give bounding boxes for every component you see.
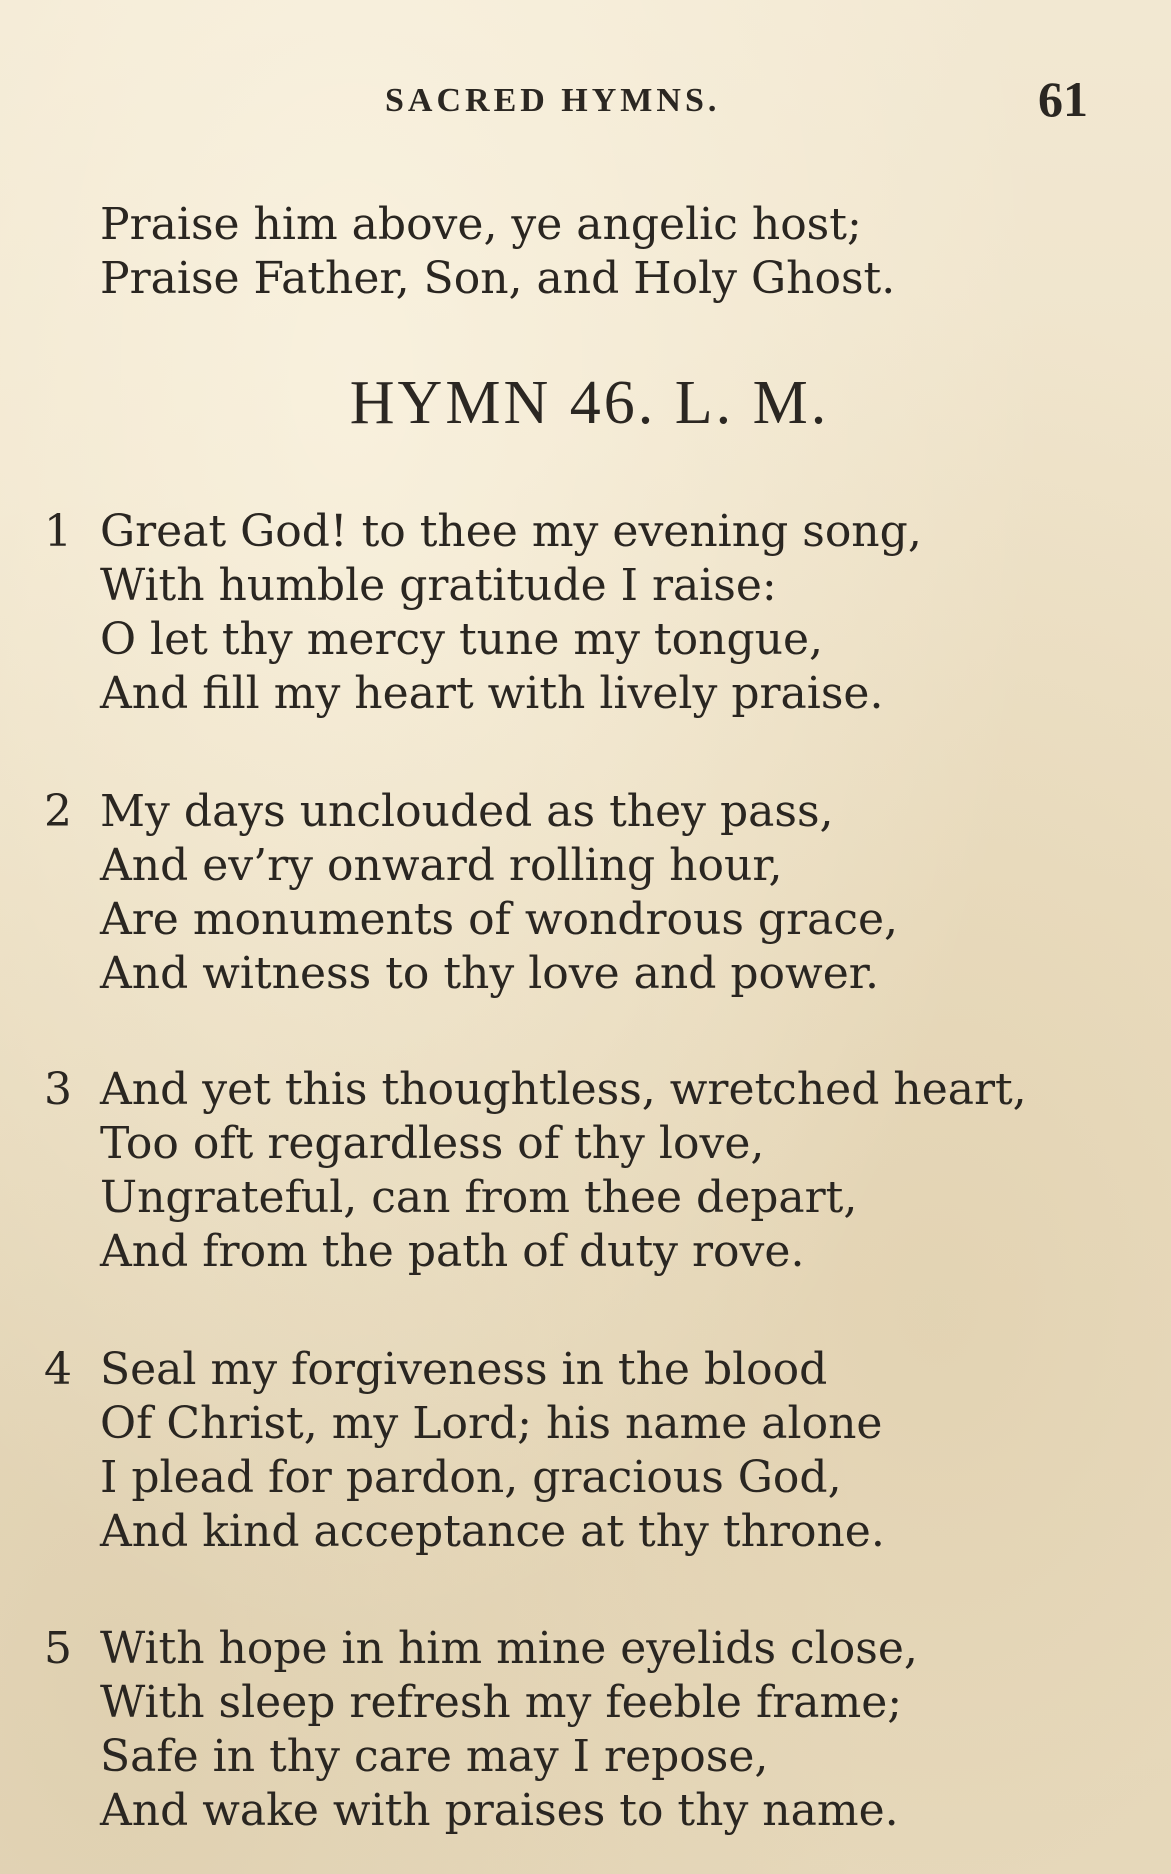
stanza-line: I plead for pardon, gracious God, [100,1452,842,1503]
intro-lines [0,198,1171,306]
stanza-number: 3 [44,1064,72,1115]
stanza-2 [0,785,1171,1001]
page-number: 61 [1038,71,1088,127]
stanza-line: 4 Seal my forgiveness in the blood [0,1343,1171,1397]
stanza-3 [0,1063,1171,1279]
stanza-line: Of Christ, my Lord; his name alone [100,1398,883,1449]
stanza-number: 2 [44,786,72,837]
stanza-line: With sleep refresh my feeble frame; [100,1677,903,1728]
stanza-line: 3 And yet this thoughtless, wretched heart, [0,1063,1171,1117]
stanza-line: Too oft regardless of thy love, [100,1118,765,1169]
stanza-line: Safe in thy care may I repose, [100,1731,769,1782]
stanza-line: And from the path of duty rove. [100,1226,805,1277]
intro-line: Praise him above, ye angelic host; [100,199,862,250]
stanza-1 [0,505,1171,721]
stanza-line: Ungrateful, can from thee depart, [100,1172,858,1223]
stanza-line: 1 Great God! to thee my evening song, [0,505,1171,559]
stanza-line: And wake with praises to thy name. [100,1785,899,1836]
stanza-line: O let thy mercy tune my tongue, [100,614,823,665]
stanza-line: 2 My days unclouded as they pass, [0,785,1171,839]
page-header [0,72,1171,132]
stanza-5 [0,1622,1171,1838]
hymn-title: HYMN 46. L. M. [349,369,830,437]
stanza-number: 5 [44,1623,72,1674]
stanza-line: With humble gratitude I raise: [100,560,777,611]
stanza-line: And kind acceptance at thy throne. [100,1506,885,1557]
running-head: SACRED HYMNS. [385,82,721,119]
stanza-4 [0,1343,1171,1559]
stanza-number: 1 [44,506,72,557]
stanza-line: And fill my heart with lively praise. [100,668,884,719]
stanza-number: 4 [44,1344,72,1395]
stanza-line: And witness to thy love and power. [100,948,879,999]
stanza-line: And ev’ry onward rolling hour, [100,840,783,891]
stanza-line: Are monuments of wondrous grace, [100,894,899,945]
stanza-line: 5 With hope in him mine eyelids close, [0,1622,1171,1676]
intro-line: Praise Father, Son, and Holy Ghost. [100,253,896,304]
